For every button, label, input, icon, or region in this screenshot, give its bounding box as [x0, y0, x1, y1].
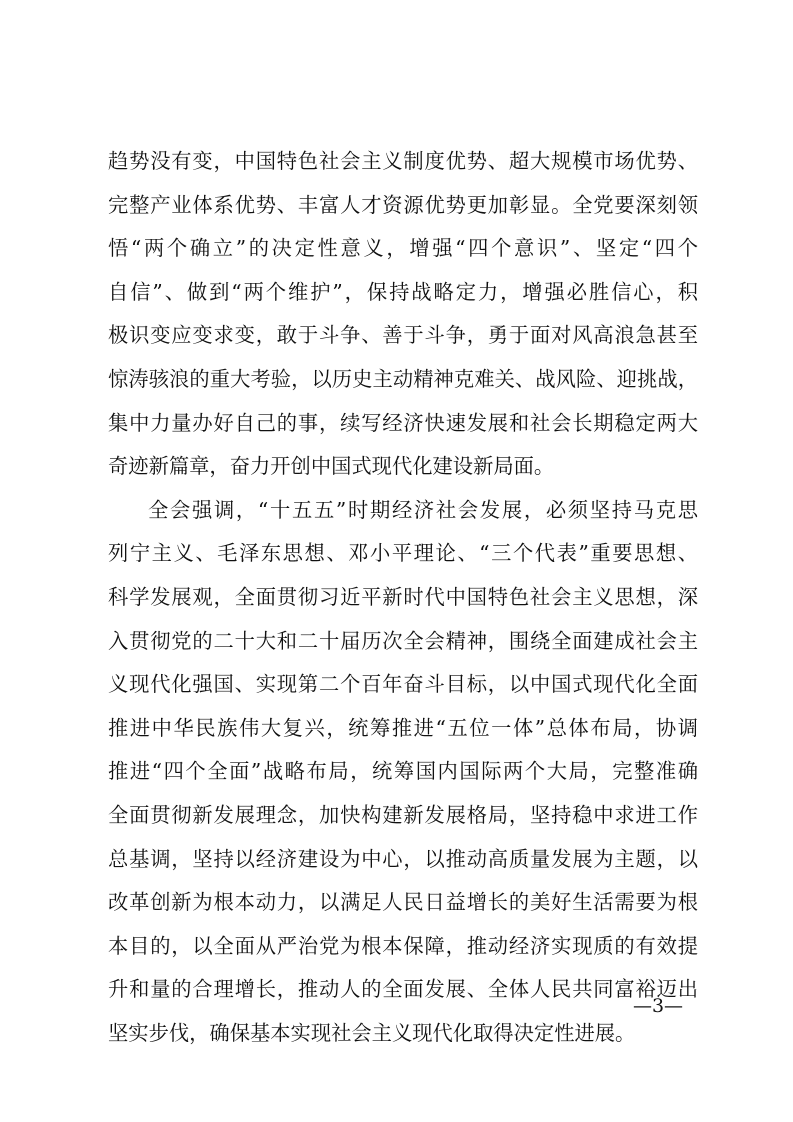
text-line: 完整产业体系优势、丰富人才资源优势更加彰显。全党要深刻领: [108, 192, 698, 217]
paragraph-1: [108, 140, 698, 489]
text-line: 极识变应变求变，敢于斗争、善于斗争，勇于面对风高浪急甚至: [108, 323, 698, 348]
text-line: 全会强调，“十五五”时期经济社会发展，必须坚持马克思: [148, 497, 698, 522]
text-line: 改革创新为根本动力，以满足人民日益增长的美好生活需要为根: [108, 890, 698, 915]
text-line: 坚实步伐，确保基本实现社会主义现代化取得决定性进展。: [108, 1020, 636, 1045]
text-line: 悟“两个确立”的决定性意义，增强“四个意识”、坚定“四个: [108, 236, 698, 261]
text-line: 升和量的合理增长，推动人的全面发展、全体人民共同富裕迈出: [108, 977, 698, 1002]
text-line: 入贯彻党的二十大和二十届历次全会精神，围绕全面建成社会主: [108, 628, 698, 653]
body-text: [108, 140, 698, 1055]
text-line: 科学发展观，全面贯彻习近平新时代中国特色社会主义思想，深: [108, 584, 698, 609]
text-line: 奇迹新篇章，奋力开创中国式现代化建设新局面。: [108, 454, 555, 479]
page-number: —3—: [632, 995, 684, 1017]
text-line: 惊涛骇浪的重大考验，以历史主动精神克难关、战风险、迎挑战，: [108, 366, 698, 391]
text-line: 趋势没有变，中国特色社会主义制度优势、超大规模市场优势、: [108, 149, 698, 173]
text-line: 总基调，坚持以经济建设为中心，以推动高质量发展为主题，以: [108, 846, 698, 871]
text-line: 全面贯彻新发展理念，加快构建新发展格局，坚持稳中求进工作: [108, 802, 698, 827]
text-line: 自信”、做到“两个维护”，保持战略定力，增强必胜信心，积: [108, 279, 698, 304]
text-line: 集中力量办好自己的事，续写经济快速发展和社会长期稳定两大: [108, 410, 698, 435]
text-line: 推进中华民族伟大复兴，统筹推进“五位一体”总体布局，协调: [108, 715, 698, 740]
text-line: 推进“四个全面”战略布局，统筹国内国际两个大局，完整准确: [108, 759, 698, 784]
text-line: 本目的，以全面从严治党为根本保障，推动经济实现质的有效提: [108, 933, 698, 958]
paragraph-2: [108, 489, 698, 1056]
text-line: 义现代化强国、实现第二个百年奋斗目标，以中国式现代化全面: [108, 672, 698, 697]
text-line: 列宁主义、毛泽东思想、邓小平理论、“三个代表”重要思想、: [108, 541, 698, 566]
